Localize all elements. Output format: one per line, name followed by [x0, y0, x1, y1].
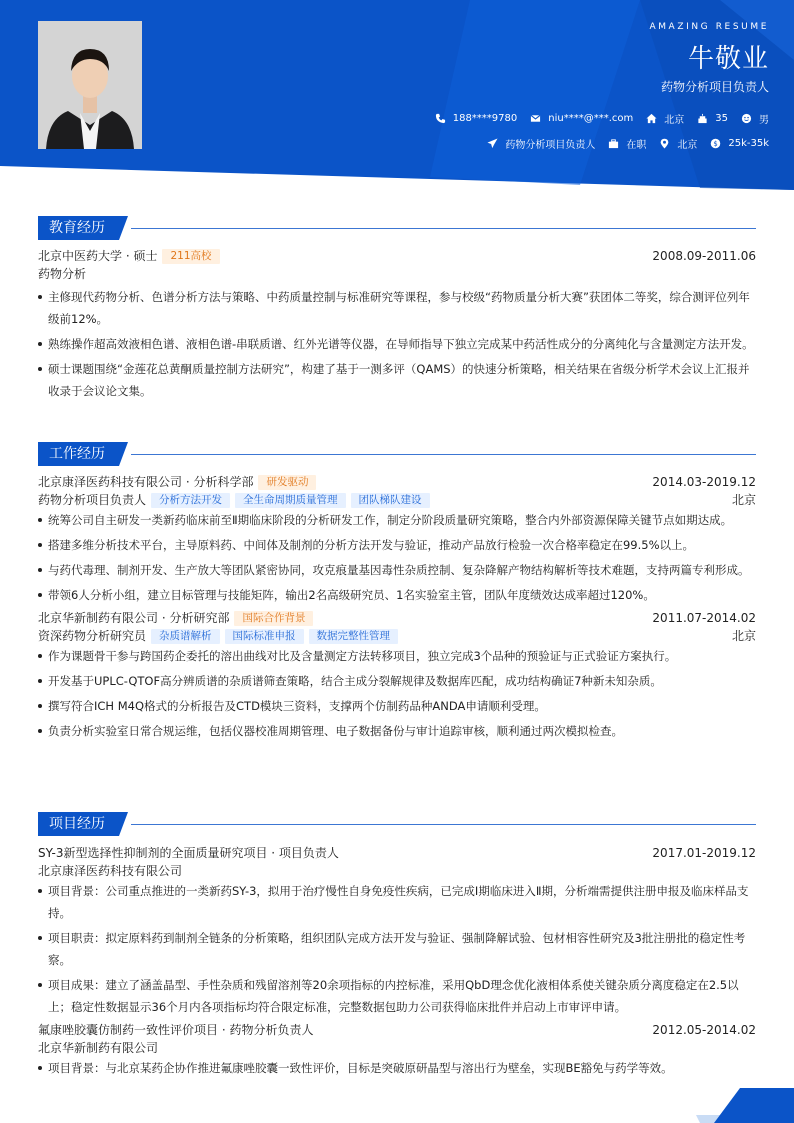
phone-item[interactable]: [435, 113, 518, 124]
heading-rule: [131, 824, 756, 825]
school-badge: 211高校: [162, 249, 219, 264]
list-item: 负责分析实验室日常合规运维，包括仪器校准周期管理、电子数据备份与审计追踪审核，顺利通过两次模拟检查。: [38, 720, 756, 742]
skill-tag: 杂质谱解析: [151, 629, 220, 644]
work-city: 北京: [731, 493, 756, 507]
gender-icon: [741, 113, 752, 124]
work-date: 2011.07-2014.02: [652, 611, 756, 625]
status-item: [608, 136, 646, 151]
project-entry: [38, 844, 756, 1018]
briefcase-icon: [608, 138, 619, 149]
project-org: 北京康泽医药科技有限公司: [38, 864, 183, 878]
education-title: 教育经历: [38, 216, 119, 240]
education-heading: [38, 216, 756, 240]
education-bullets: [38, 286, 756, 402]
list-item: 项目职责：拟定原料药到制剂全链条的分析策略，组织团队完成方法开发与验证、强制降解试验、包材相容性研究及3批注册批的稳定性考察。: [38, 927, 756, 971]
skill-tag: 全生命周期质量管理: [235, 493, 346, 508]
work-section: [38, 442, 756, 745]
list-item: 搭建多维分析技术平台，主导原料药、中间体及制剂的分析方法开发与验证，推动产品放行检验一次合格率稳定在99.5%以上。: [38, 534, 756, 556]
age-value: 35: [715, 113, 728, 124]
location-pin-icon: [659, 138, 670, 149]
phone-icon: [435, 113, 446, 124]
skill-tag: 分析方法开发: [151, 493, 230, 508]
email-address: niu****@***.com: [548, 113, 634, 124]
gender-item: [741, 111, 769, 126]
salary-item: [710, 138, 769, 149]
mail-icon: [530, 113, 541, 124]
salary-icon: [710, 138, 721, 149]
intent-role-item: [487, 136, 595, 151]
education-entry: [38, 247, 756, 402]
project-date: 2017.01-2019.12: [652, 846, 756, 860]
residence-item: [646, 111, 684, 126]
job-intent-row: [474, 136, 769, 151]
list-item: 主修现代药物分析、色谱分析方法与策略、中药质量控制与标准研究等课程，参与校级“药物质量分析大赛”获团体二等奖，综合测评位列年级前12%。: [38, 286, 756, 330]
work-bullets: [38, 509, 756, 606]
home-icon: [646, 113, 657, 124]
footer-decoration: [690, 1088, 794, 1123]
job-role: 资深药物分析研究员: [38, 629, 147, 643]
residence-city: 北京: [664, 115, 685, 126]
list-item: 撰写符合ICH M4Q格式的分析报告及CTD模块三资料，支撑两个仿制药品种ANDA申请顺利受理。: [38, 695, 756, 717]
work-city: 北京: [731, 629, 756, 643]
skill-tag: 团队梯队建设: [351, 493, 430, 508]
target-role: 药物分析项目负责人: [660, 80, 769, 94]
school-degree: 北京中医药大学 · 硕士: [38, 249, 158, 263]
list-item: 统筹公司自主研发一类新药临床前至Ⅱ期临床阶段的分析研发工作，制定分阶段质量研究策略，整合内外部资源保障关键节点如期达成。: [38, 509, 756, 531]
resume-tagline: AMAZING RESUME: [649, 22, 769, 32]
list-item: 项目成果：建立了涵盖晶型、手性杂质和残留溶剂等20余项指标的内控标准，采用QbD理念优化液相体系使关键杂质分离度稳定在2.5以上；稳定性数据显示36个月内各项指标均符合限定标准，完整数据包助力公司获得临床批件并启动上市审评申请。: [38, 974, 756, 1018]
project-bullets: [38, 880, 756, 1018]
employment-status: 在职: [626, 140, 647, 151]
list-item: 项目背景：公司重点推进的一类新药SY-3，拟用于治疗慢性自身免疫性疾病，已完成Ⅰ期临床进入Ⅱ期，分析端需提供注册申报及临床样品支持。: [38, 880, 756, 924]
work-date: 2014.03-2019.12: [652, 475, 756, 489]
skill-tag: 国际标准申报: [225, 629, 304, 644]
list-item: 与药代毒理、制剂开发、生产放大等团队紧密协同，攻克痕量基因毒性杂质控制、复杂降解产物结构解析等技术难题，支持两篇专利形成。: [38, 559, 756, 581]
work-heading: [38, 442, 756, 466]
list-item: 开发基于UPLC-QTOF高分辨质谱的杂质谱筛查策略，结合主成分裂解规律及数据库匹配，成功结构确证7种新未知杂质。: [38, 670, 756, 692]
project-name: 氟康唑胶囊仿制药一致性评价项目 · 药物分析负责人: [38, 1023, 314, 1037]
email-item[interactable]: [530, 113, 633, 124]
education-date: 2008.09-2011.06: [652, 249, 756, 263]
work-entry: [38, 609, 756, 742]
heading-rule: [131, 228, 756, 229]
list-item: 带领6人分析小组，建立目标管理与技能矩阵，输出2名高级研究员、1名实验室主管，团队年度绩效达成率超过120%。: [38, 584, 756, 606]
profile-photo: [38, 21, 142, 149]
projects-title: 项目经历: [38, 812, 119, 836]
job-role: 药物分析项目负责人: [38, 493, 147, 507]
phone-number: 188****9780: [452, 113, 518, 124]
salary-range: 25k-35k: [728, 138, 769, 149]
company-dept: 北京康泽医药科技有限公司 · 分析科学部: [38, 475, 254, 489]
projects-heading: [38, 812, 756, 836]
svg-text:$: $: [713, 139, 719, 148]
cake-icon: [697, 113, 708, 124]
project-entry: [38, 1021, 756, 1079]
project-date: 2012.05-2014.02: [652, 1023, 756, 1037]
candidate-name: 牛敬业: [687, 44, 769, 74]
gender-value: 男: [759, 115, 769, 126]
intent-city: 北京: [677, 140, 698, 151]
list-item: 熟练操作超高效液相色谱、液相色谱-串联质谱、红外光谱等仪器，在导师指导下独立完成某中药活性成分的分离纯化与含量测定方法开发。: [38, 333, 756, 355]
company-badge: 国际合作背景: [234, 611, 313, 626]
work-bullets: [38, 645, 756, 742]
work-entry: [38, 473, 756, 606]
work-title: 工作经历: [38, 442, 119, 466]
project-name: SY-3新型选择性抑制剂的全面质量研究项目 · 项目负责人: [38, 846, 339, 860]
project-bullets: [38, 1057, 756, 1079]
intent-role: 药物分析项目负责人: [505, 140, 596, 151]
intent-city-item: [659, 136, 697, 151]
skill-tag: 数据完整性管理: [309, 629, 399, 644]
education-section: [38, 216, 756, 405]
project-org: 北京华新制药有限公司: [38, 1041, 159, 1055]
projects-section: [38, 812, 756, 1082]
list-item: 硕士课题围绕“金莲花总黄酮质量控制方法研究”，构建了基于一测多评（QAMS）的快速分析策略，相关结果在省级分析学术会议上汇报并收录于会议论文集。: [38, 358, 756, 402]
list-item: 项目背景：与北京某药企协作推进氟康唑胶囊一致性评价，目标是突破原研晶型与溶出行为壁垒，实现BE豁免与药学等效。: [38, 1057, 756, 1079]
age-item: [697, 113, 728, 124]
company-badge: 研发驱动: [258, 475, 316, 490]
company-dept: 北京华新制药有限公司 · 分析研究部: [38, 611, 230, 625]
contact-info-row: [422, 111, 769, 126]
heading-rule: [131, 454, 756, 455]
list-item: 作为课题骨干参与跨国药企委托的溶出曲线对比及含量测定方法转移项目，独立完成3个品种的预验证与正式验证方案执行。: [38, 645, 756, 667]
major: 药物分析: [38, 267, 87, 281]
send-icon: [487, 138, 498, 149]
